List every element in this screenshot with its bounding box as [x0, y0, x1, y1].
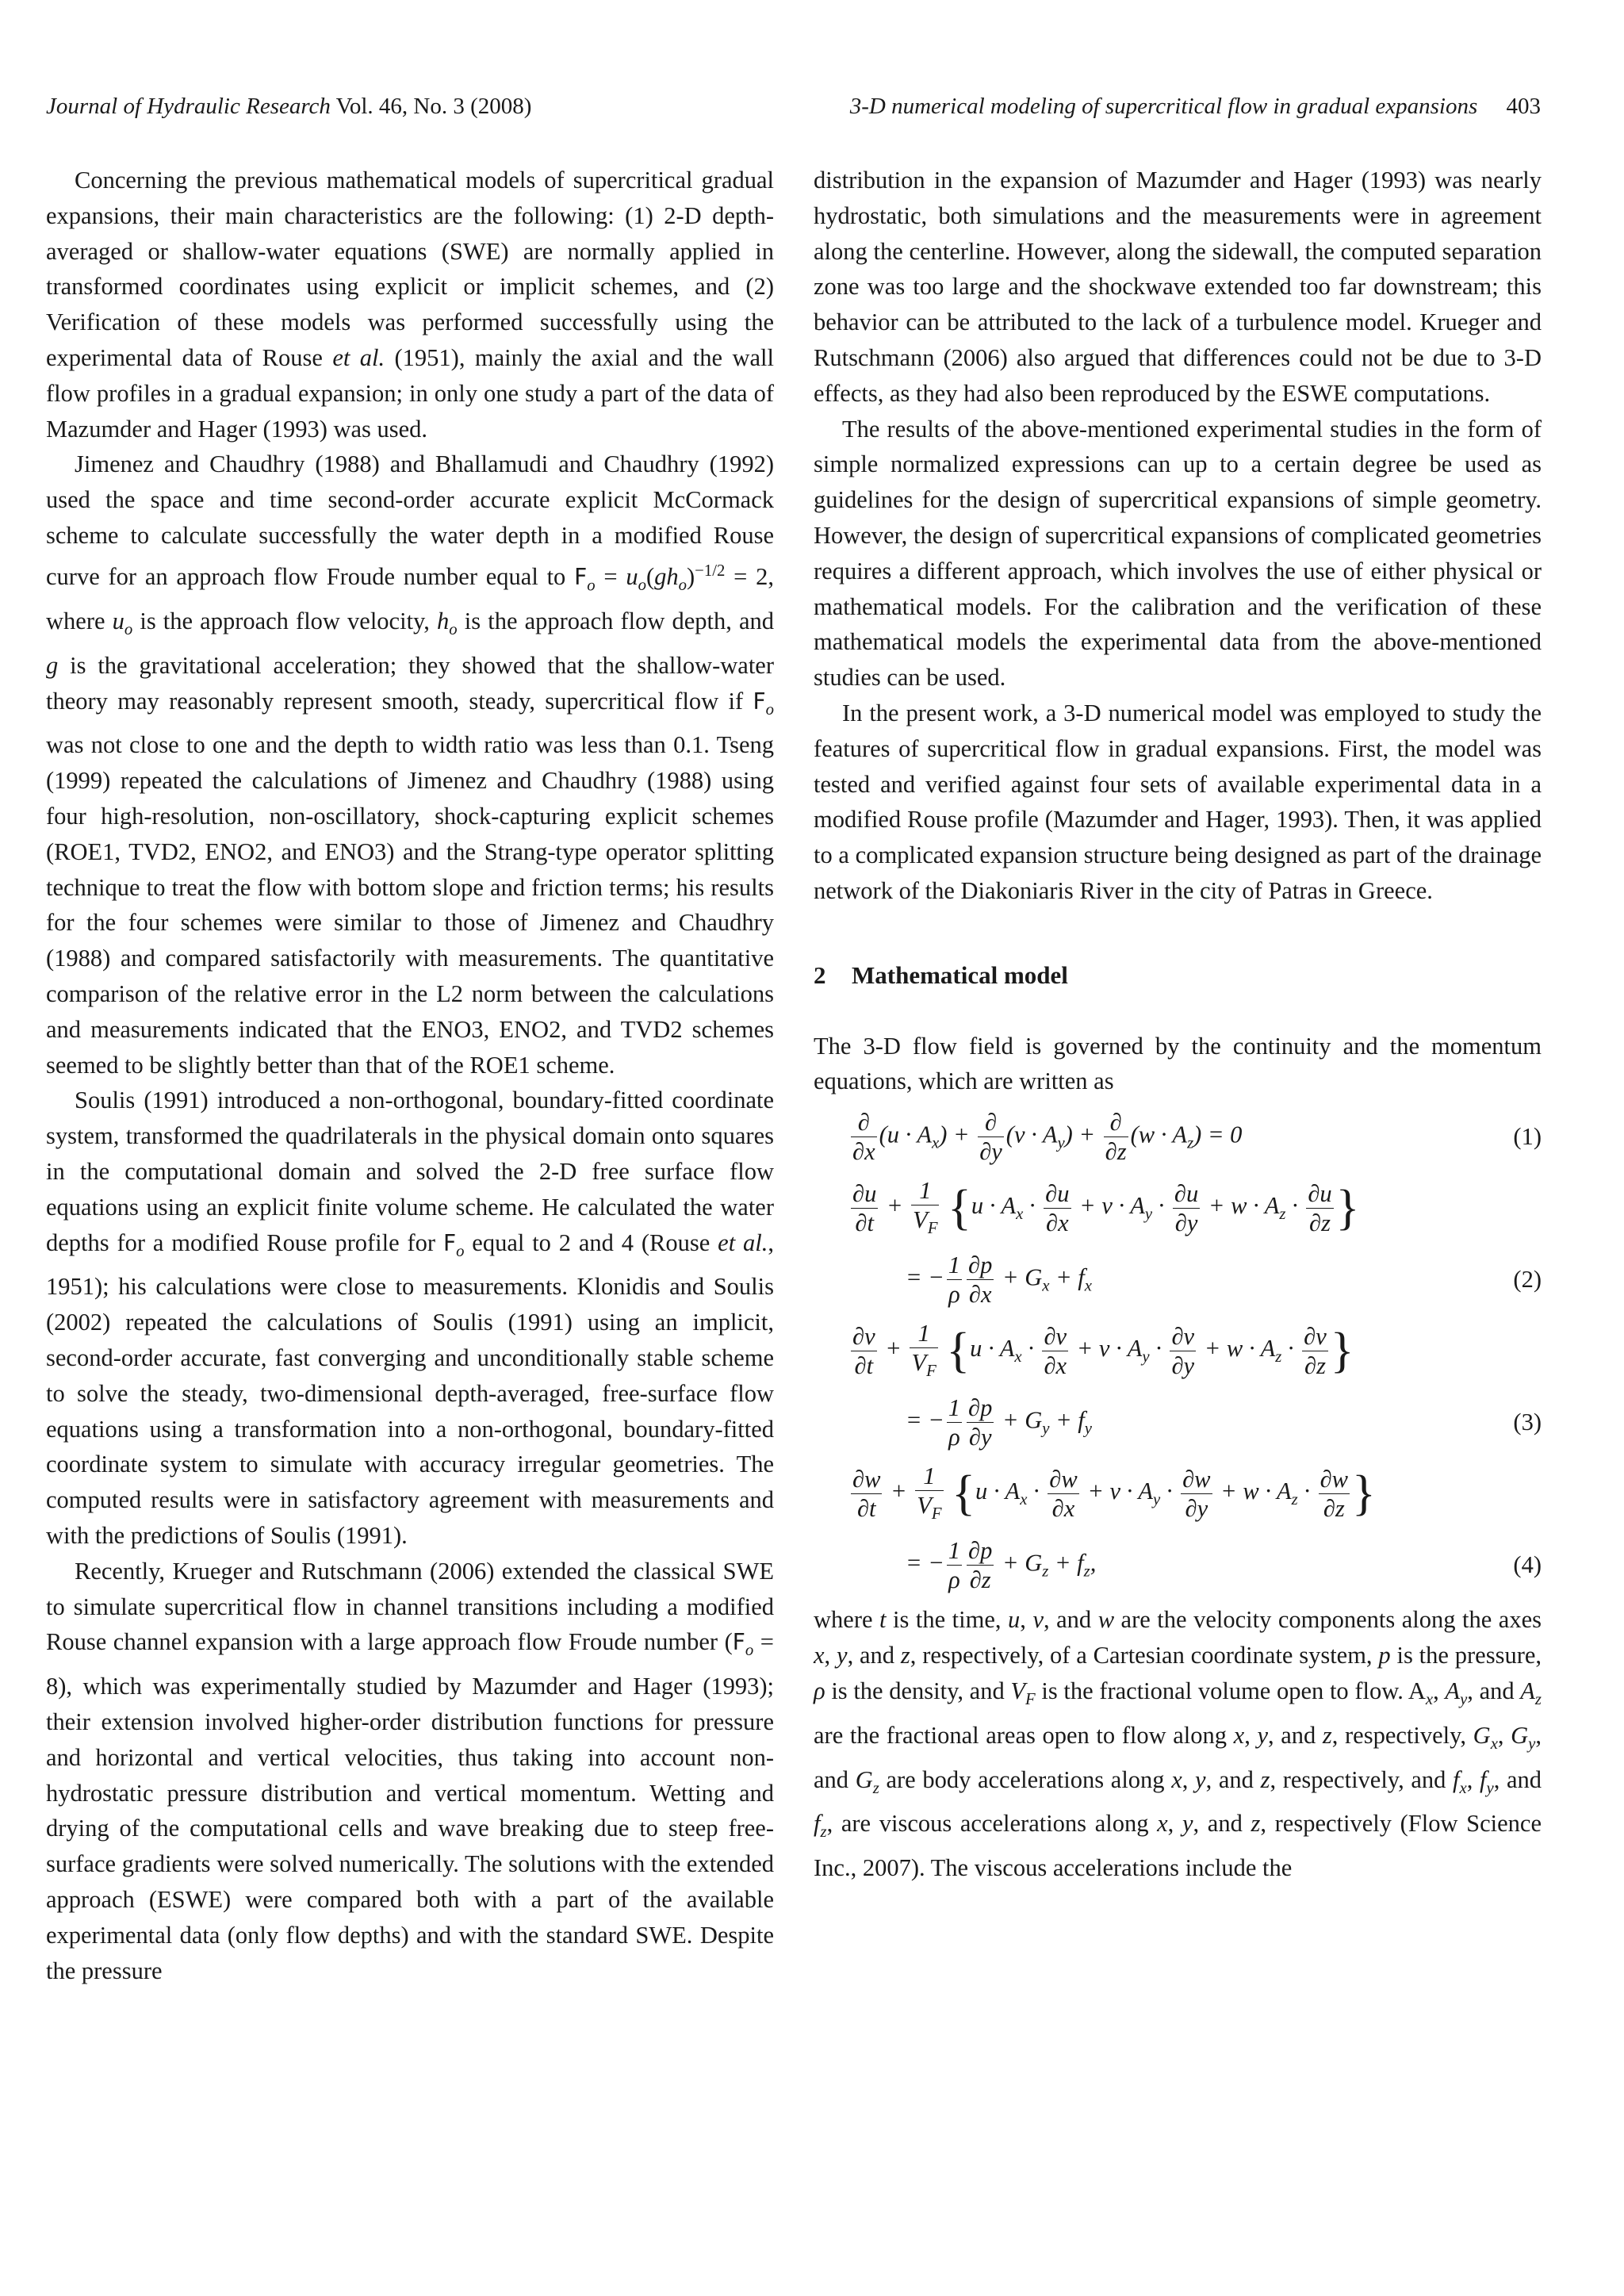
equation-3-line-1: $\frac{\partial v}{\partial t}$ + $\frac{1}{V_F}$ {$u \cdot A_x$ · $\frac{\partial v}{\partial x}$ + $v \cdot A_y$ · $\frac{\partial v}{\partial y}$ + $w \cdot A_z$ · $\frac{\partial v}{\partial z}$ } [852, 1320, 1354, 1381]
right-column [814, 163, 1542, 1886]
paragraph: The results of the above-mentioned experimental studies in the form of simple normalized expressions can up to a certain degree be used as guidelines for the design of supercritical expansions of simple geometry. However, the design of supercritical expansions of complicated geometries requires a different approach, which involves the use of either physical or mathematical models. For the calibration and the verification of these mathematical models the experimental data from the above-mentioned studies can be used. [814, 415, 1542, 692]
running-header [46, 94, 1541, 125]
section-number: 2 [814, 960, 826, 989]
equation-number: (1) [1513, 1122, 1542, 1150]
equation-2-line-2: = − $\frac{1}{\rho}$ $\frac{\partial p}{\partial x}$ + $G_x + f_x$ (2) [906, 1251, 1542, 1308]
paragraph: Recently, Krueger and Rutschmann (2006) extended the classical SWE to simulate supercritical flow in channel transitions including a modified Rouse channel expansion with a large approach flow Froude number $(F_o = 8)$, which was experimentally studied by Mazumder and Hager (1993); their extension involved higher-order distribution functions for pressure and horizontal and vertical velocities, thus taking into account non-hydrostatic pressure distribution and vertical momentum. Wetting and drying of the computational cells and wave breaking due to steep free-surface gradients were solved numerically. The solutions with the extended approach (ESWE) were compared both with a part of the available experimental data (only flow depths) and with the standard SWE. Despite the pressure [46, 1557, 775, 1984]
journal-name: Journal of Hydraulic Research [46, 94, 331, 119]
journal-citation [46, 94, 531, 120]
equation-number: (3) [1513, 1408, 1542, 1435]
paragraph: where t is the time, u, v, and w are the velocity components along the axes x, y, and z, respectively, of a Cartesian coordinate system, p is the pressure, ρ is the density, and $V_F$ is the fractional volume open to flow. $A_x$, $A_y$, and $A_z$ are the fractional areas open to flow along x, y, and z, respectively, $G_x$, $G_y$, and $G_z$ are body accelerations along x, y, and z, respectively, and $f_x$, $f_y$, and $f_z$, are viscous accelerations along x, y, and z, respectively (Flow Science Inc., 2007). The viscous accelerations include the [814, 1606, 1542, 1882]
paragraph: distribution in the expansion of Mazumder and Hager (1993) was nearly hydrostatic, both simulations and the measurements were in agreement along the centerline. However, along the sidewall, the computed separation zone was too large and the shockwave extended too far downstream; this behavior can be attributed to the lack of a turbulence model. Krueger and Rutschmann (2006) also argued that differences could not be due to 3-D effects, as they had also been reproduced by the ESWE computations. [814, 167, 1542, 407]
equation-1: $\frac{\partial}{\partial x}$ $(u \cdot A_x)$ + $\frac{\partial}{\partial y}$ $(v \cdot A_y)$ + $\frac{\partial}{\partial z}$ $(w \cdot A_z) = 0$ (1) [852, 1108, 1542, 1165]
paragraph: Soulis (1991) introduced a non-orthogonal, boundary-fitted coordinate system, transformed the quadrilaterals in the physical domain onto squares in the computational domain and solved the 2-D free surface flow equations using an explicit finite volume scheme. He calculated the water depths for a modified Rouse profile for $F_o$ equal to 2 and 4 (Rouse et al., 1951); his calculations were close to measurements. Klonidis and Soulis (2002) repeated the calculations of Soulis (1991) using an implicit, second-order accurate, fast converging and unconditionally stable scheme to solve the steady, two-dimensional depth-averaged, free-surface flow equations using a transformation into a non-orthogonal, boundary-fitted coordinate system to simulate with accuracy irregular geometries. The computed results were in satisfactory agreement with measurements and with the predictions of Soulis (1991). [46, 1087, 774, 1550]
left-column [46, 163, 774, 1988]
running-title-block [850, 94, 1541, 120]
paragraph: Concerning the previous mathematical models of supercritical gradual expansions, their main characteristics are the following: (1) 2-D depth-averaged or shallow-water equations (SWE) are normally applied in transformed coordinates using explicit or implicit schemes, and (2) Verification of these models was performed successfully using the experimental data of Rouse et al. (1951), mainly the axial and the wall flow profiles in a gradual expansion; in only one study a part of the data of Mazumder and Hager (1993) was used. [46, 167, 774, 443]
paragraph: Jimenez and Chaudhry (1988) and Bhallamudi and Chaudhry (1992) used the space and time second-order accurate explicit McCormack scheme to calculate successfully the water depth in a modified Rouse curve for an approach flow Froude number equal to $F_o = u_o(gh_o)^{-1/2} = 2$, where $u_o$ is the approach flow velocity, $h_o$ is the approach flow depth, and g is the gravitational acceleration; they showed that the shallow-water theory may reasonably represent smooth, steady, supercritical flow if $F_o$ was not close to one and the depth to width ratio was less than 0.1. Tseng (1999) repeated the calculations of Jimenez and Chaudhry (1988) using four high-resolution, non-oscillatory, shock-capturing explicit schemes (ROE1, TVD2, ENO2, and ENO3) and the Strang-type operator splitting technique to treat the flow with bottom slope and friction terms; his results for the four schemes were similar to those of Jimenez and Chaudhry (1988) and compared satisfactorily with measurements. The quantitative comparison of the relative error in the L2 norm between the calculations and measurements indicated that the ENO3, ENO2, and TVD2 schemes seemed to be slightly better than that of the ROE1 scheme. [46, 450, 774, 1079]
equation-2-line-1: $\frac{\partial u}{\partial t}$ + $\frac{1}{V_F}$ {$u \cdot A_x$ · $\frac{\partial u}{\partial x}$ + $v \cdot A_y$ · $\frac{\partial u}{\partial y}$ + $w \cdot A_z$ · $\frac{\partial u}{\partial z}$ } [852, 1177, 1360, 1238]
paragraph: The 3-D flow field is governed by the continuity and the momentum equations, which are written as [814, 1032, 1542, 1095]
paragraph: In the present work, a 3-D numerical model was employed to study the features of supercritical flow in gradual expansions. First, the model was tested and verified against four sets of available experimental data in a modified Rouse profile (Mazumder and Hager, 1993). Then, it was applied to a complicated expansion structure being designed as part of the drainage network of the Diakoniaris River in the city of Patras in Greece. [814, 699, 1542, 904]
page-number: 403 [1506, 94, 1541, 119]
equation-4-line-1: $\frac{\partial w}{\partial t}$ + $\frac{1}{V_F}$ {$u \cdot A_x$ · $\frac{\partial w}{\partial x}$ + $v \cdot A_y$ · $\frac{\partial w}{\partial y}$ + $w \cdot A_z$ · $\frac{\partial w}{\partial z}$ } [852, 1462, 1376, 1524]
section-heading [814, 958, 1542, 994]
equation-3-line-2: = − $\frac{1}{\rho}$ $\frac{\partial p}{\partial y}$ + $G_y + f_y$ (3) [906, 1393, 1542, 1451]
section-title: Mathematical model [852, 960, 1068, 989]
equation-number: (2) [1513, 1265, 1542, 1293]
running-title: 3-D numerical modeling of supercritical flow in gradual expansions [849, 94, 1478, 119]
equation-4-line-2: = − $\frac{1}{\rho}$ $\frac{\partial p}{\partial z}$ + $G_z + f_z$, (4) [906, 1536, 1542, 1593]
journal-volume: Vol. 46, No. 3 (2008) [335, 94, 532, 119]
equation-number: (4) [1513, 1550, 1542, 1578]
